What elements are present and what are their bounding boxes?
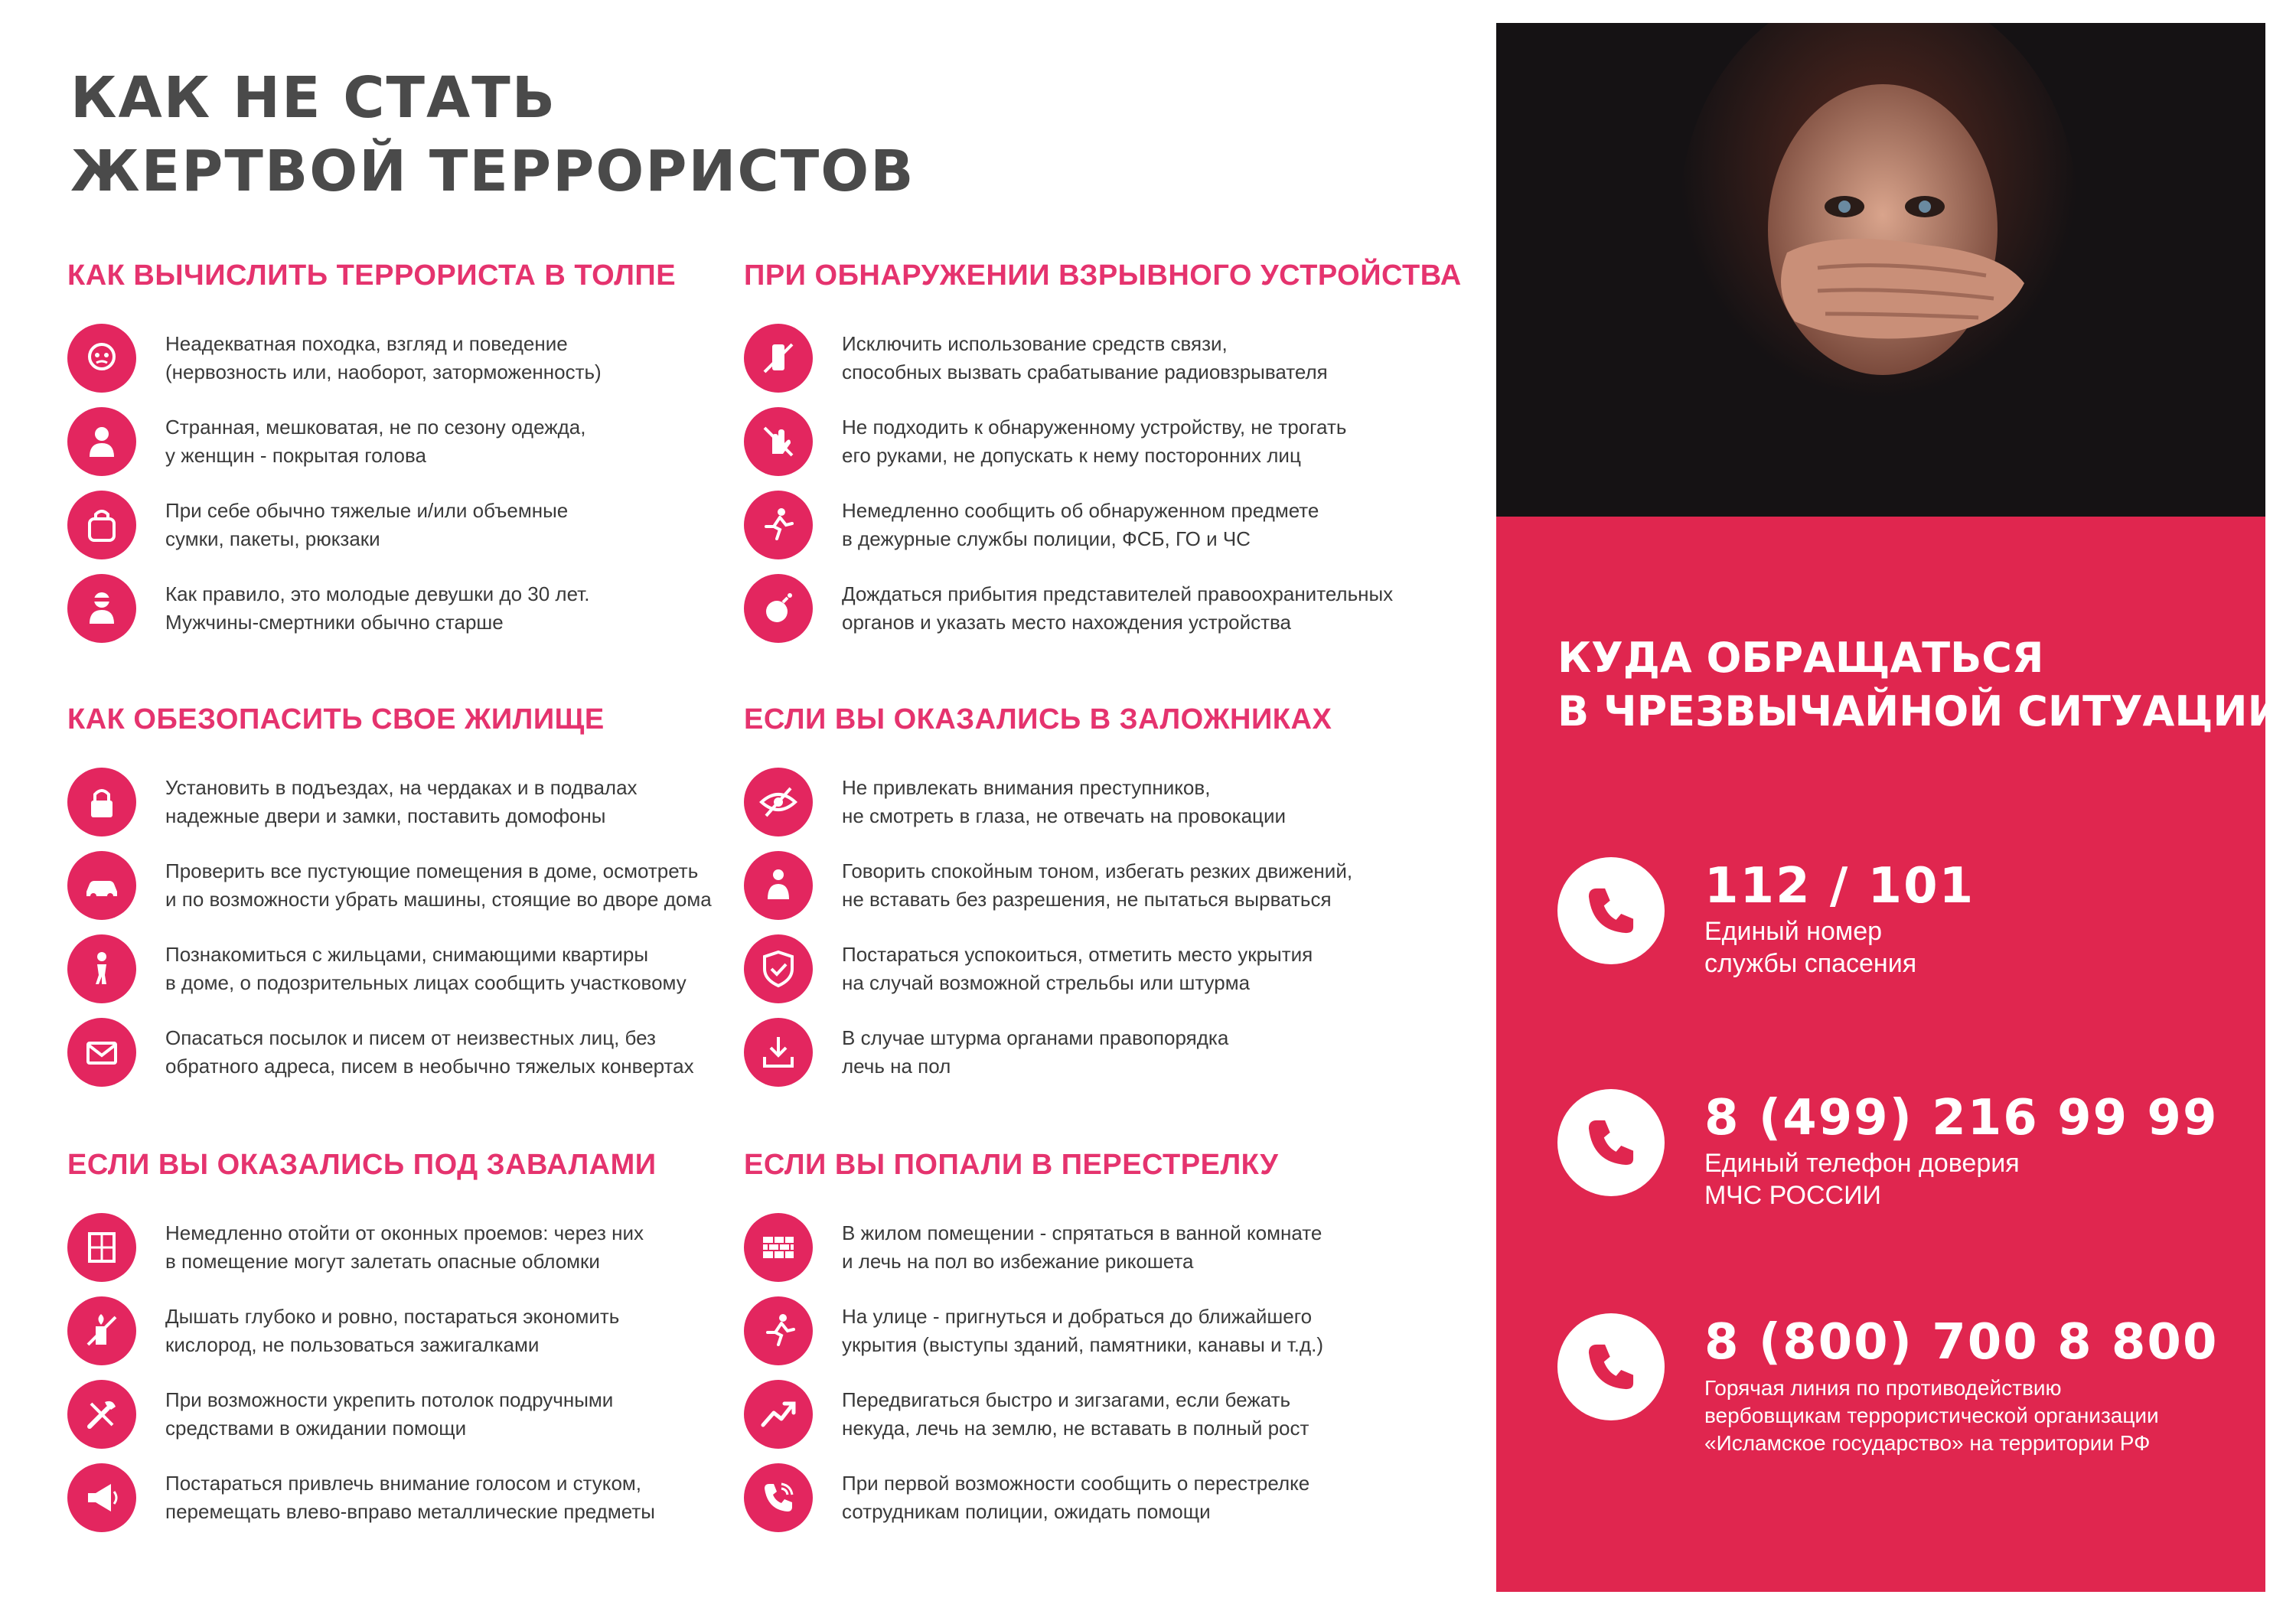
item-line: укрытия (выступы зданий, памятники, канавы и т.д.) <box>842 1333 1324 1356</box>
item-line: способных вызвать срабатывание радиовзрывателя <box>842 360 1328 383</box>
item-line: у женщин - покрытая голова <box>165 444 426 467</box>
contact-trust-line <box>1557 1089 2218 1211</box>
item-line: органов и указать место нахождения устройства <box>842 611 1291 634</box>
no-touch-icon <box>744 407 813 476</box>
list-item <box>67 934 687 1003</box>
item-line: Немедленно сообщить об обнаруженном предмете <box>842 499 1319 522</box>
list-item <box>744 407 1346 476</box>
contact-info <box>1704 1313 2218 1457</box>
phone-call-icon <box>744 1463 813 1532</box>
item-text <box>165 1386 613 1443</box>
item-line: его руками, не допускать к нему посторонних лиц <box>842 444 1301 467</box>
item-line: Не подходить к обнаруженному устройству, не трогать <box>842 416 1347 439</box>
item-text <box>842 580 1393 637</box>
list-item <box>67 1463 655 1532</box>
item-line: Говорить спокойным тоном, избегать резких движений, <box>842 859 1353 882</box>
emergency-panel <box>1496 23 2282 1592</box>
section-heading: КАК ОБЕЗОПАСИТЬ СВОЕ ЖИЛИЩЕ <box>67 703 605 735</box>
section-rubble <box>67 1146 741 1523</box>
item-text <box>842 1024 1228 1081</box>
item-text <box>165 1303 619 1359</box>
item-text <box>165 330 602 386</box>
item-line: перемещать влево-вправо металлические предметы <box>165 1500 655 1523</box>
contact-description-line: вербовщикам террористической организации <box>1704 1404 2159 1427</box>
item-line: Установить в подъездах, на чердаках и в подвалах <box>165 776 638 799</box>
list-item <box>67 324 602 393</box>
contact-description-line: Единый телефон доверия <box>1704 1149 2020 1178</box>
person-icon <box>67 407 136 476</box>
item-line: надежные двери и замки, поставить домофоны <box>165 804 606 827</box>
contact-rescue <box>1557 857 1975 980</box>
list-item <box>67 1296 619 1365</box>
shield-icon <box>744 934 813 1003</box>
no-fire-icon <box>67 1296 136 1365</box>
list-item <box>744 934 1313 1003</box>
item-line: обратного адреса, писем в необычно тяжелых конвертах <box>165 1055 694 1078</box>
list-item <box>744 1018 1228 1087</box>
item-text <box>165 1024 694 1081</box>
item-line: некуда, лечь на землю, не вставать в полный рост <box>842 1417 1309 1440</box>
item-line: лечь на пол <box>842 1055 951 1078</box>
item-line: При возможности укрепить потолок подручными <box>165 1388 614 1411</box>
item-text <box>842 413 1346 470</box>
runner-icon <box>744 1296 813 1365</box>
phone-icon <box>1557 1089 1665 1196</box>
item-text <box>842 1469 1309 1526</box>
item-line: Опасаться посылок и писем от неизвестных лиц, без <box>165 1026 656 1049</box>
item-line: не смотреть в глаза, не отвечать на провокации <box>842 804 1286 827</box>
item-line: Не привлекать внимания преступников, <box>842 776 1211 799</box>
zigzag-icon <box>744 1380 813 1449</box>
bomb-icon <box>744 574 813 643</box>
item-line: сумки, пакеты, рюкзаки <box>165 527 380 550</box>
panel-heading <box>1557 631 2282 739</box>
item-text <box>165 580 589 637</box>
bag-icon <box>67 491 136 559</box>
item-line: не вставать без разрешения, не пытаться вырваться <box>842 888 1332 911</box>
section-shootout <box>744 1146 1417 1523</box>
section-crowd <box>67 256 741 634</box>
item-line: Постараться привлечь внимание голосом и стуком, <box>165 1472 642 1495</box>
list-item <box>67 491 568 559</box>
panel-heading-line: КУДА ОБРАЩАТЬСЯ <box>1557 634 2044 682</box>
page-title-line: КАК НЕ СТАТЬ <box>70 65 557 131</box>
item-text <box>165 1469 655 1526</box>
item-line: В случае штурма органами правопорядка <box>842 1026 1229 1049</box>
item-line: Проверить все пустующие помещения в доме, осмотреть <box>165 859 699 882</box>
item-line: на случай возможной стрельбы или штурма <box>842 971 1251 994</box>
contact-info <box>1704 857 1975 980</box>
item-line: в дежурные службы полиции, ФСБ, ГО и ЧС <box>842 527 1251 550</box>
down-icon <box>744 1018 813 1087</box>
section-heading: ЕСЛИ ВЫ ОКАЗАЛИСЬ В ЗАЛОЖНИКАХ <box>744 703 1332 735</box>
item-line: При первой возможности сообщить о перестрелке <box>842 1472 1310 1495</box>
item-line: в помещение могут залетать опасные обломки <box>165 1250 600 1273</box>
item-line: Дождаться прибытия представителей правоохранительных <box>842 582 1394 605</box>
contact-number[interactable]: 8 (800) 700 8 800 <box>1704 1314 2219 1371</box>
item-line: Мужчины-смертники обычно старше <box>165 611 504 634</box>
contact-number[interactable]: 8 (499) 216 99 99 <box>1704 1090 2219 1146</box>
item-text <box>842 1219 1322 1276</box>
section-home <box>67 700 741 1078</box>
item-line: и лечь на пол во избежание рикошета <box>842 1250 1194 1273</box>
list-item <box>67 768 638 836</box>
face-icon <box>67 324 136 393</box>
item-line: Как правило, это молодые девушки до 30 лет. <box>165 582 590 605</box>
item-text <box>842 774 1286 830</box>
person-icon <box>67 574 136 643</box>
no-eye-icon <box>744 768 813 836</box>
list-item <box>67 1018 694 1087</box>
calm-person-icon <box>744 851 813 920</box>
item-line: Исключить использование средств связи, <box>842 332 1228 355</box>
item-line: кислород, не пользоваться зажигалками <box>165 1333 540 1356</box>
no-phone-icon <box>744 324 813 393</box>
list-item <box>744 851 1352 920</box>
item-line: На улице - пригнуться и добраться до ближайшего <box>842 1305 1313 1328</box>
item-line: средствами в ожидании помощи <box>165 1417 467 1440</box>
tools-icon <box>67 1380 136 1449</box>
item-text <box>842 941 1313 997</box>
mail-icon <box>67 1018 136 1087</box>
contact-number[interactable]: 112 / 101 <box>1704 858 1975 915</box>
item-text <box>165 497 568 553</box>
item-line: (нервозность или, наоборот, заторможенность) <box>165 360 602 383</box>
list-item <box>744 324 1328 393</box>
section-hostage <box>744 700 1417 1078</box>
item-text <box>165 413 585 470</box>
contact-description-line: Горячая линия по противодействию <box>1704 1376 2062 1400</box>
item-text <box>165 941 687 997</box>
list-item <box>67 407 585 476</box>
page-title-line: ЖЕРТВОЙ ТЕРРОРИСТОВ <box>70 139 915 204</box>
panel-heading-line: В ЧРЕЗВЫЧАЙНОЙ СИТУАЦИИ <box>1557 687 2282 735</box>
item-text <box>165 1219 644 1276</box>
item-line: в доме, о подозрительных лицах сообщить участковому <box>165 971 687 994</box>
list-item <box>67 574 589 643</box>
photo-illustration <box>1496 23 2265 517</box>
contact-info <box>1704 1089 2218 1211</box>
item-text <box>842 330 1328 386</box>
lock-icon <box>67 768 136 836</box>
section-heading: КАК ВЫЧИСЛИТЬ ТЕРРОРИСТА В ТОЛПЕ <box>67 259 677 292</box>
list-item <box>67 1213 644 1282</box>
phone-icon <box>1557 857 1665 964</box>
contact-description-line: службы спасения <box>1704 949 1917 978</box>
page-title <box>70 61 915 208</box>
item-line: Неадекватная походка, взгляд и поведение <box>165 332 568 355</box>
list-item <box>744 768 1286 836</box>
item-line: Познакомиться с жильцами, снимающими квартиры <box>165 943 649 966</box>
contact-description-line: Единый номер <box>1704 917 1883 946</box>
car-icon <box>67 851 136 920</box>
contact-description <box>1704 1147 2218 1211</box>
hostage-photo <box>1496 23 2265 517</box>
list-item <box>67 851 712 920</box>
contact-description-line: «Исламское государство» на территории РФ <box>1704 1431 2151 1455</box>
person-icon <box>67 934 136 1003</box>
list-item <box>744 1213 1322 1282</box>
item-text <box>842 1303 1323 1359</box>
section-explosive <box>744 256 1462 634</box>
item-line: сотрудникам полиции, ожидать помощи <box>842 1500 1211 1523</box>
section-heading: ЕСЛИ ВЫ ПОПАЛИ В ПЕРЕСТРЕЛКУ <box>744 1149 1279 1181</box>
item-text <box>842 1386 1309 1443</box>
item-line: В жилом помещении - спрятаться в ванной комнате <box>842 1221 1322 1244</box>
item-line: При себе обычно тяжелые и/или объемные <box>165 499 569 522</box>
item-text <box>165 857 712 914</box>
list-item <box>67 1380 613 1449</box>
list-item <box>744 1463 1309 1532</box>
contact-description <box>1704 1375 2218 1457</box>
contact-hotline <box>1557 1313 2218 1457</box>
item-line: Немедленно отойти от оконных проемов: через них <box>165 1221 644 1244</box>
megaphone-icon <box>67 1463 136 1532</box>
item-line: Постараться успокоиться, отметить место укрытия <box>842 943 1313 966</box>
wall-icon <box>744 1213 813 1282</box>
contact-description-line: МЧС РОССИИ <box>1704 1181 1881 1210</box>
item-line: Передвигаться быстро и зигзагами, если бежать <box>842 1388 1291 1411</box>
item-text <box>165 774 638 830</box>
contact-description <box>1704 915 1975 980</box>
item-line: и по возможности убрать машины, стоящие во дворе дома <box>165 888 712 911</box>
list-item <box>744 491 1319 559</box>
item-line: Дышать глубоко и ровно, постараться экономить <box>165 1305 620 1328</box>
item-line: Странная, мешковатая, не по сезону одежда, <box>165 416 586 439</box>
phone-icon <box>1557 1313 1665 1420</box>
window-icon <box>67 1213 136 1282</box>
list-item <box>744 1296 1323 1365</box>
item-text <box>842 497 1319 553</box>
runner-icon <box>744 491 813 559</box>
item-text <box>842 857 1352 914</box>
list-item <box>744 1380 1309 1449</box>
section-heading: ЕСЛИ ВЫ ОКАЗАЛИСЬ ПОД ЗАВАЛАМИ <box>67 1149 657 1181</box>
section-heading: ПРИ ОБНАРУЖЕНИИ ВЗРЫВНОГО УСТРОЙСТВА <box>744 259 1462 292</box>
list-item <box>744 574 1393 643</box>
